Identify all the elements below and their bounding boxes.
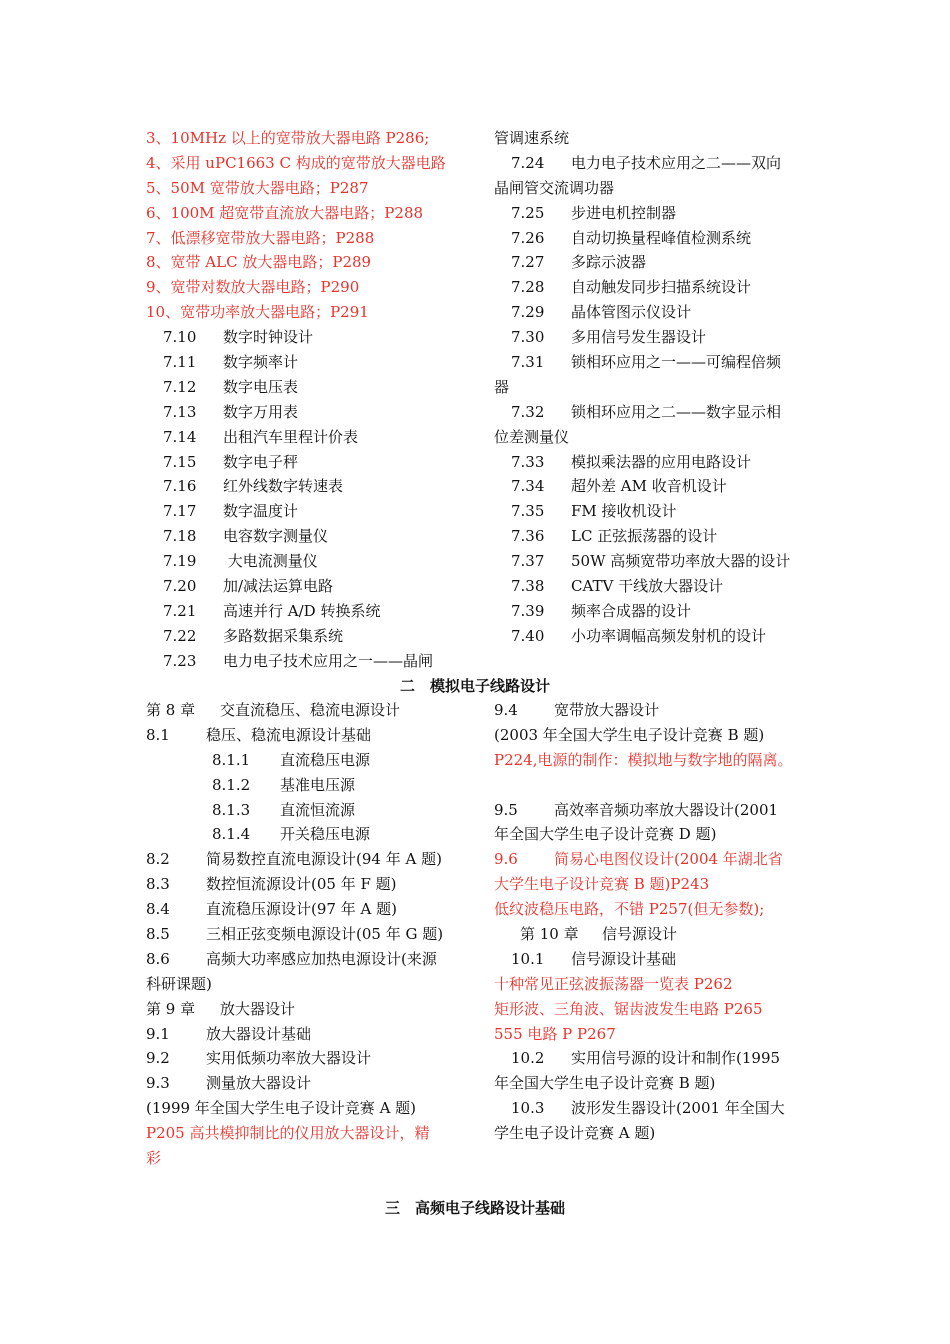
item-text: 交直流稳压、稳流电源设计	[220, 701, 401, 719]
item-text: 信号源设计	[602, 925, 678, 944]
item-text: 年全国大学生电子设计竞赛 B 题)	[494, 1074, 716, 1093]
text-line	[146, 524, 476, 549]
item-text: 矩形波、三角波、锯齿波发生电路 P265	[494, 999, 763, 1018]
item-number: 7.35	[511, 502, 545, 521]
item-text: 锁相环应用之二——数字显示相	[571, 402, 782, 421]
text-line	[494, 201, 824, 226]
text-line	[146, 350, 476, 375]
text-line	[146, 300, 476, 325]
text-line	[146, 773, 476, 798]
section1-left-column	[146, 126, 476, 674]
text-line	[146, 499, 476, 524]
item-text: 数控恒流源设计(05 年 F 题)	[206, 875, 397, 894]
text-line	[146, 748, 476, 773]
text-line	[146, 897, 476, 922]
text-line	[494, 151, 824, 176]
text-line	[494, 773, 834, 798]
item-text: LC 正弦振荡器的设计	[571, 527, 718, 546]
item-text: 晶体管图示仪设计	[571, 303, 692, 322]
item-number: 9.3	[146, 1074, 170, 1093]
text-line	[146, 698, 476, 723]
item-text: 放大器设计	[220, 999, 296, 1018]
item-number: 8.1.1	[212, 750, 251, 769]
item-text: 多路数据采集系统	[223, 626, 344, 645]
item-number: 7.14	[163, 427, 197, 446]
item-text: 彩	[146, 1149, 162, 1168]
text-line	[146, 574, 476, 599]
item-number: 7.29	[511, 303, 545, 322]
item-number: 8.1	[146, 725, 170, 744]
item-number: 9.5	[494, 800, 518, 819]
item-text: 器	[494, 377, 510, 396]
text-line	[494, 176, 824, 201]
text-line	[146, 723, 476, 748]
item-text: 电力电子技术应用之一——晶闸	[223, 651, 434, 670]
item-number: 7.23	[163, 651, 197, 670]
item-number: 8.6	[146, 949, 170, 968]
text-line	[146, 425, 476, 450]
item-text: P205 高共模抑制比的仪用放大器设计，精	[146, 1124, 430, 1143]
item-text: 8、宽带 ALC 放大器电路；P289	[146, 253, 372, 272]
text-line	[494, 1022, 834, 1047]
item-text: 位差测量仪	[494, 427, 570, 446]
text-line	[494, 400, 824, 425]
item-text: 超外差 AM 收音机设计	[571, 477, 727, 496]
text-line	[494, 1121, 834, 1146]
text-line	[494, 499, 824, 524]
text-line	[146, 126, 476, 151]
item-text: 简易数控直流电源设计(94 年 A 题)	[206, 850, 442, 869]
text-line	[146, 176, 476, 201]
item-text: 实用低频功率放大器设计	[206, 1049, 372, 1068]
item-text: 小功率调幅高频发射机的设计	[571, 626, 767, 645]
text-line	[494, 1071, 834, 1096]
item-number: 9.6	[494, 850, 518, 869]
text-line	[494, 1096, 834, 1121]
text-line	[494, 474, 824, 499]
text-line	[146, 972, 476, 997]
item-text: 年全国大学生电子设计竞赛 D 题)	[494, 825, 717, 844]
text-line	[146, 822, 476, 847]
item-text: 步进电机控制器	[571, 203, 677, 222]
text-line	[146, 1071, 476, 1096]
item-text: 自动切换量程峰值检测系统	[571, 228, 752, 247]
item-text: 直流稳压电源	[280, 750, 371, 769]
item-number: 10.1	[511, 949, 545, 968]
item-text: 高频大功率感应加热电源设计(来源	[206, 949, 437, 968]
item-number: 7.21	[163, 601, 197, 620]
item-number: 8.3	[146, 875, 170, 894]
item-text: (1999 年全国大学生电子设计竞赛 A 题)	[146, 1099, 417, 1118]
text-line	[494, 300, 824, 325]
text-line	[494, 574, 824, 599]
item-number: 8.1.2	[212, 775, 251, 794]
text-line	[494, 624, 824, 649]
text-line	[494, 599, 824, 624]
item-text: 出租汽车里程计价表	[223, 427, 359, 446]
item-number: 8.5	[146, 925, 170, 944]
text-line	[146, 1121, 476, 1146]
text-line	[146, 872, 476, 897]
item-number: 7.12	[163, 377, 197, 396]
item-text: 科研课题)	[146, 974, 212, 993]
item-number: 10.2	[511, 1049, 545, 1068]
item-text: 稳压、稳流电源设计基础	[206, 725, 372, 744]
item-text: 管调速系统	[494, 129, 570, 147]
item-text: 电力电子技术应用之二——双向	[571, 153, 782, 172]
text-line	[146, 997, 476, 1022]
item-number: 10.3	[511, 1099, 545, 1118]
item-text: 低纹波稳压电路，不错 P257(但无参数);	[494, 900, 765, 919]
text-line	[146, 599, 476, 624]
text-line	[494, 1046, 834, 1071]
item-text: 直流稳压源设计(97 年 A 题)	[206, 900, 397, 919]
item-number: 8.1.4	[212, 825, 251, 844]
item-number: 8.4	[146, 900, 170, 919]
item-text: 数字电压表	[223, 377, 299, 396]
text-line	[494, 897, 834, 922]
item-number: 9.1	[146, 1024, 170, 1043]
item-text: P224,电源的制作：模拟地与数字地的隔离。	[494, 750, 793, 769]
item-number: 7.31	[511, 353, 545, 372]
text-line	[494, 822, 834, 847]
item-number: 7.39	[511, 601, 545, 620]
item-text: 555 电路 P P267	[494, 1024, 616, 1043]
item-number: 7.15	[163, 452, 197, 471]
item-number: 7.10	[163, 328, 197, 347]
item-number: 8.2	[146, 850, 170, 869]
text-line	[494, 972, 834, 997]
item-number: 7.20	[163, 577, 197, 596]
text-line	[146, 1096, 476, 1121]
text-line	[494, 549, 824, 574]
item-number: 7.27	[511, 253, 545, 272]
text-line	[494, 748, 834, 773]
item-text: 波形发生器设计(2001 年全国大	[571, 1099, 785, 1118]
text-line	[494, 698, 834, 723]
item-text: 多踪示波器	[571, 253, 647, 272]
item-text: 自动触发同步扫描系统设计	[571, 278, 752, 297]
item-number: 7.33	[511, 452, 545, 471]
item-number: 7.18	[163, 527, 197, 546]
text-line	[146, 201, 476, 226]
text-line	[494, 798, 834, 823]
item-text: 高效率音频功率放大器设计(2001	[554, 800, 779, 819]
text-line	[146, 250, 476, 275]
item-number: 8.1.3	[212, 800, 251, 819]
text-line	[494, 847, 834, 872]
text-line	[494, 375, 824, 400]
item-text: (2003 年全国大学生电子设计竞赛 B 题)	[494, 725, 765, 744]
text-line	[146, 450, 476, 475]
section-heading-analog: 二 模拟电子线路设计	[399, 677, 550, 695]
text-line	[146, 151, 476, 176]
item-text: 5、50M 宽带放大器电路；P287	[146, 178, 369, 197]
item-number: 第 8 章	[146, 701, 196, 719]
text-line	[494, 325, 824, 350]
text-line	[146, 947, 476, 972]
item-text: 学生电子设计竞赛 A 题)	[494, 1124, 656, 1143]
item-number: 7.24	[511, 153, 545, 172]
item-text: 大学生电子设计竞赛 B 题)P243	[494, 875, 710, 894]
section2-right-column	[494, 698, 834, 1146]
item-text: 三相正弦变频电源设计(05 年 G 题)	[206, 925, 444, 944]
text-line	[146, 624, 476, 649]
item-text: 数字频率计	[223, 353, 299, 372]
text-line	[494, 524, 824, 549]
item-text: 测量放大器设计	[206, 1074, 312, 1093]
item-number: 7.28	[511, 278, 545, 297]
item-text: 红外线数字转速表	[223, 477, 344, 496]
item-text: 大电流测量仪	[223, 552, 318, 571]
text-line	[494, 450, 824, 475]
item-number: 第 10 章	[520, 925, 579, 944]
text-line	[146, 649, 476, 674]
item-text: 信号源设计基础	[571, 949, 677, 968]
item-text: 简易心电图仪设计(2004 年湖北省	[554, 850, 783, 869]
item-number: 9.4	[494, 701, 518, 719]
item-number: 9.2	[146, 1049, 170, 1068]
text-line	[146, 847, 476, 872]
item-text: CATV 干线放大器设计	[571, 577, 724, 596]
item-text: 晶闸管交流调功器	[494, 178, 615, 197]
text-line	[146, 798, 476, 823]
item-number: 7.13	[163, 402, 197, 421]
item-number: 7.26	[511, 228, 545, 247]
item-text: 10、宽带功率放大器电路；P291	[146, 303, 369, 322]
item-text: 频率合成器的设计	[571, 601, 692, 620]
text-line	[494, 250, 824, 275]
item-text: 加/减法运算电路	[223, 577, 334, 596]
item-text: 放大器设计基础	[206, 1024, 312, 1043]
item-number: 7.34	[511, 477, 545, 496]
text-line	[146, 1146, 476, 1171]
text-line	[494, 947, 834, 972]
item-number: 第 9 章	[146, 999, 196, 1018]
item-text: 模拟乘法器的应用电路设计	[571, 452, 752, 471]
item-number: 7.17	[163, 502, 197, 521]
text-line	[146, 400, 476, 425]
text-line	[146, 325, 476, 350]
item-text: 数字电子秤	[223, 452, 299, 471]
item-number: 7.37	[511, 552, 545, 571]
text-line	[146, 375, 476, 400]
text-line	[146, 226, 476, 251]
item-number: 7.32	[511, 402, 545, 421]
item-text: 数字时钟设计	[223, 328, 314, 347]
section-heading-hf: 三 高频电子线路设计基础	[384, 1199, 565, 1217]
text-line	[146, 275, 476, 300]
text-line	[146, 1022, 476, 1047]
item-text: 直流恒流源	[280, 800, 356, 819]
item-text: 电容数字测量仪	[223, 527, 329, 546]
text-line	[494, 723, 834, 748]
item-text: 9、宽带对数放大器电路；P290	[146, 278, 360, 297]
item-number: 7.40	[511, 626, 545, 645]
text-line	[146, 549, 476, 574]
item-number: 7.16	[163, 477, 197, 496]
text-line	[494, 997, 834, 1022]
item-number: 7.19	[163, 552, 197, 571]
section1-right-column	[494, 126, 824, 649]
item-text: 数字温度计	[223, 502, 299, 521]
text-line	[146, 474, 476, 499]
text-line	[146, 1046, 476, 1071]
item-text: 锁相环应用之一——可编程倍频	[571, 353, 782, 372]
item-text: 多用信号发生器设计	[571, 328, 707, 347]
item-text: 宽带放大器设计	[554, 701, 660, 719]
item-text: 50W 高频宽带功率放大器的设计	[571, 552, 791, 571]
text-line	[494, 226, 824, 251]
item-number: 7.25	[511, 203, 545, 222]
item-number: 7.36	[511, 527, 545, 546]
text-line	[494, 126, 824, 151]
item-text: 4、采用 uPC1663 C 构成的宽带放大器电路	[146, 153, 446, 172]
text-line	[494, 425, 824, 450]
item-text: 7、低漂移宽带放大器电路；P288	[146, 228, 375, 247]
item-text: 3、10MHz 以上的宽带放大器电路 P286;	[146, 129, 430, 147]
item-text: 高速并行 A/D 转换系统	[223, 601, 381, 620]
item-text: 基准电压源	[280, 775, 356, 794]
item-text: 十种常见正弦波振荡器一览表 P262	[494, 974, 733, 993]
item-number: 7.11	[163, 353, 197, 372]
item-number: 7.22	[163, 626, 197, 645]
text-line	[494, 922, 834, 947]
text-line	[494, 350, 824, 375]
item-text: 6、100M 超宽带直流放大器电路；P288	[146, 203, 424, 222]
section2-left-column	[146, 698, 476, 1171]
item-number: 7.30	[511, 328, 545, 347]
item-text: 数字万用表	[223, 402, 299, 421]
text-line	[494, 275, 824, 300]
item-text: 开关稳压电源	[280, 825, 371, 844]
item-text: 实用信号源的设计和制作(1995	[571, 1049, 781, 1068]
text-line	[494, 872, 834, 897]
item-text: FM 接收机设计	[571, 502, 677, 521]
item-number: 7.38	[511, 577, 545, 596]
text-line	[146, 922, 476, 947]
